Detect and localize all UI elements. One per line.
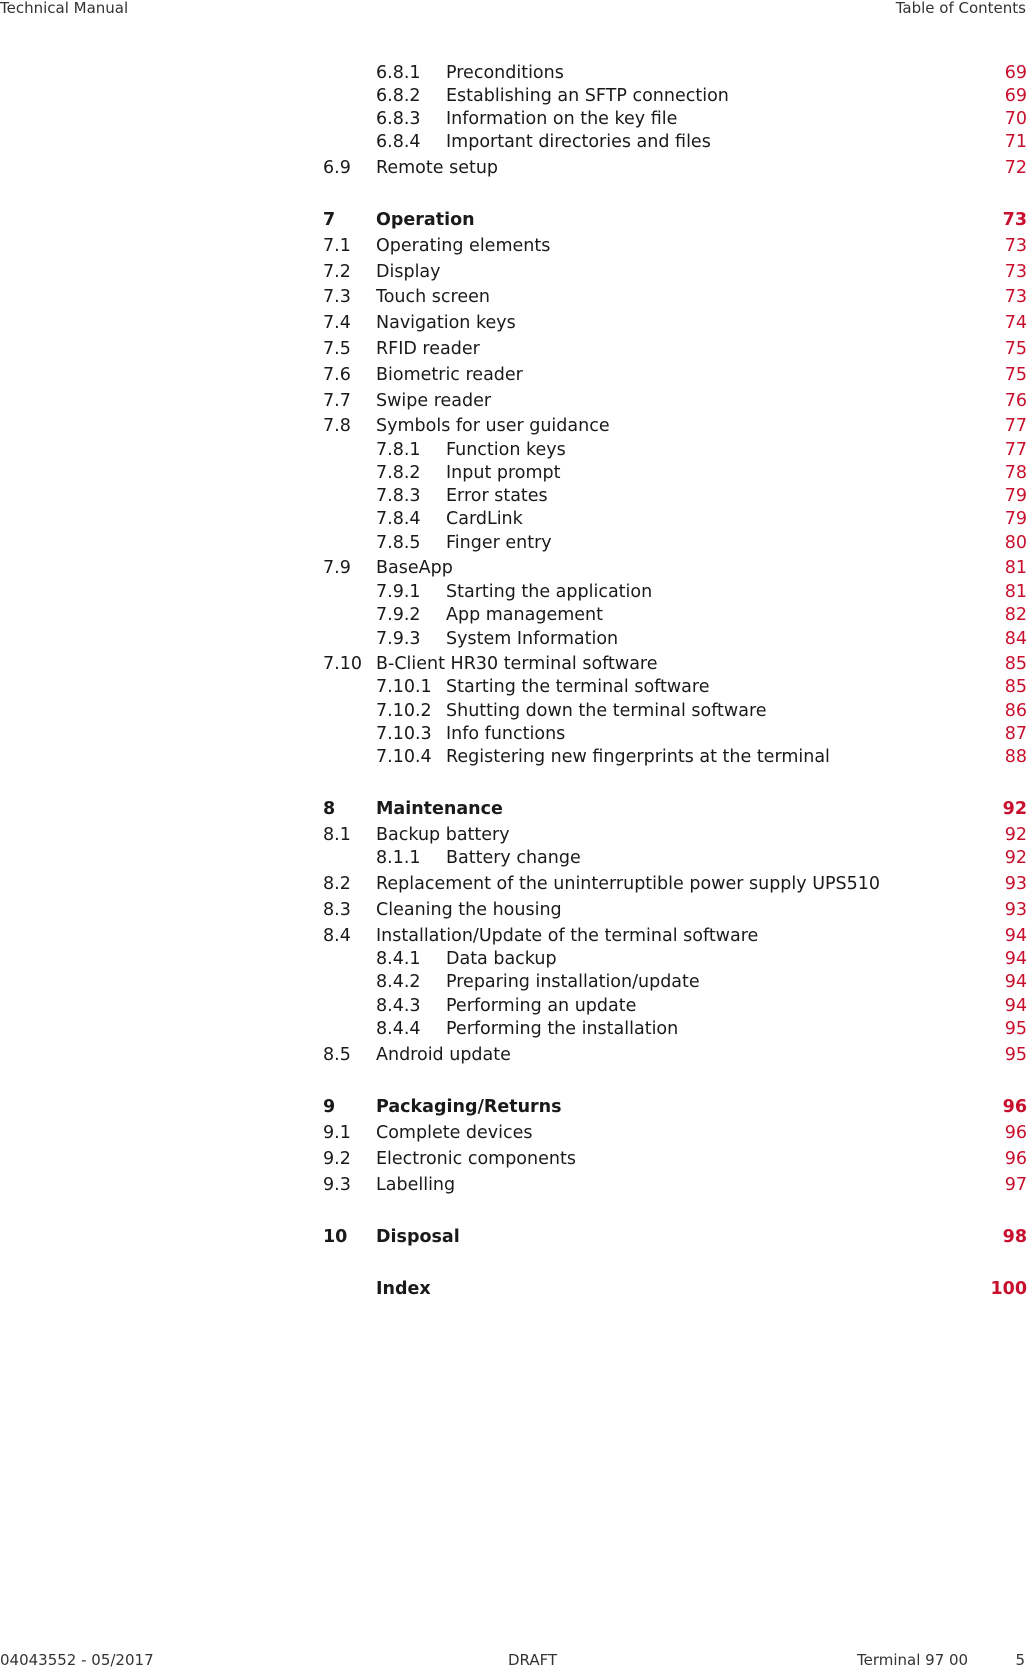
toc-entry-number: 6.8.2 xyxy=(376,86,421,106)
toc-entry-title: Electronic components xyxy=(376,1149,576,1169)
toc-entry[interactable] xyxy=(0,1147,1033,1171)
toc-entry-number: 9 xyxy=(323,1097,336,1117)
toc-entry-number: 7.8.2 xyxy=(376,463,421,483)
toc-entry[interactable] xyxy=(0,699,1033,723)
toc-entry-title: Information on the key file xyxy=(446,109,678,129)
toc-entry-page-number[interactable]: 96 xyxy=(1002,1097,1027,1117)
toc-entry-title: RFID reader xyxy=(376,339,480,359)
toc-entry-page-number[interactable]: 94 xyxy=(1004,972,1027,992)
toc-entry[interactable] xyxy=(0,846,1033,870)
toc-entry[interactable] xyxy=(0,337,1033,361)
toc-entry-page-number[interactable]: 79 xyxy=(1004,486,1027,506)
toc-entry[interactable] xyxy=(0,107,1033,131)
toc-entry-page-number[interactable]: 94 xyxy=(1004,926,1027,946)
toc-entry[interactable] xyxy=(0,898,1033,922)
toc-entry-number: 7.9 xyxy=(323,558,351,578)
toc-entry[interactable] xyxy=(0,823,1033,847)
toc-entry[interactable] xyxy=(0,1043,1033,1067)
toc-entry[interactable] xyxy=(0,156,1033,180)
toc-entry-title: Finger entry xyxy=(446,533,552,553)
toc-entry[interactable] xyxy=(0,627,1033,651)
toc-entry-number: 7.8.4 xyxy=(376,509,421,529)
toc-entry-number: 6.8.3 xyxy=(376,109,421,129)
toc-entry-page-number[interactable]: 73 xyxy=(1004,262,1027,282)
toc-entry-number: 6.8.4 xyxy=(376,132,421,152)
toc-entry-title: Input prompt xyxy=(446,463,561,483)
toc-entry-number: 7.2 xyxy=(323,262,351,282)
toc-entry[interactable] xyxy=(0,234,1033,258)
toc-entry-title: Display xyxy=(376,262,441,282)
toc-entry-title: Preconditions xyxy=(446,63,564,83)
toc-entry-number: 7.5 xyxy=(323,339,351,359)
toc-entry-title: Establishing an SFTP connection xyxy=(446,86,729,106)
toc-entry-number: 6.8.1 xyxy=(376,63,421,83)
toc-entry-number: 8.4.4 xyxy=(376,1019,421,1039)
toc-entry[interactable] xyxy=(0,507,1033,531)
toc-entry-title: Labelling xyxy=(376,1175,456,1195)
toc-entry-page-number[interactable]: 98 xyxy=(1002,1227,1027,1247)
toc-entry[interactable] xyxy=(0,438,1033,462)
toc-entry-page-number[interactable]: 86 xyxy=(1004,701,1027,721)
toc-entry-page-number[interactable]: 73 xyxy=(1004,236,1027,256)
toc-entry-title: Packaging/Returns xyxy=(376,1097,562,1117)
toc-entry-title: B-Client HR30 terminal software xyxy=(376,654,658,674)
footer-status: DRAFT xyxy=(508,1651,558,1669)
toc-entry-page-number[interactable]: 75 xyxy=(1004,365,1027,385)
toc-entry-title: Shutting down the terminal software xyxy=(446,701,767,721)
toc-entry-number: 7.10 xyxy=(323,654,362,674)
toc-entry-title: Info functions xyxy=(446,724,566,744)
toc-entry-page-number[interactable]: 80 xyxy=(1004,533,1027,553)
toc-entry[interactable] xyxy=(0,1017,1033,1041)
toc-entry[interactable] xyxy=(0,260,1033,284)
toc-entry-page-number[interactable]: 75 xyxy=(1004,339,1027,359)
toc-entry-number: 7.8.3 xyxy=(376,486,421,506)
toc-entry[interactable] xyxy=(0,675,1033,699)
toc-entry[interactable] xyxy=(0,84,1033,108)
toc-entry-title: Android update xyxy=(376,1045,511,1065)
toc-entry-number: 8.5 xyxy=(323,1045,351,1065)
toc-entry-page-number[interactable]: 82 xyxy=(1004,605,1027,625)
toc-entry-number: 7.10.3 xyxy=(376,724,432,744)
toc-entry[interactable] xyxy=(0,970,1033,994)
toc-entry-title: Performing the installation xyxy=(446,1019,679,1039)
toc-entry-page-number[interactable]: 93 xyxy=(1004,900,1027,920)
toc-entry-page-number[interactable]: 69 xyxy=(1004,63,1027,83)
footer-page-number: 5 xyxy=(1015,1651,1025,1669)
toc-entry-number: 7.7 xyxy=(323,391,351,411)
toc-entry-number: 9.2 xyxy=(323,1149,351,1169)
toc-entry-title: App management xyxy=(446,605,603,625)
toc-entry[interactable] xyxy=(0,285,1033,309)
toc-entry-page-number[interactable]: 79 xyxy=(1004,509,1027,529)
toc-entry[interactable] xyxy=(0,1173,1033,1197)
toc-entry-page-number[interactable]: 78 xyxy=(1004,463,1027,483)
toc-entry-number: 9.1 xyxy=(323,1123,351,1143)
toc-entry-title: Remote setup xyxy=(376,158,499,178)
toc-entry[interactable] xyxy=(0,722,1033,746)
toc-entry[interactable] xyxy=(0,130,1033,154)
toc-entry[interactable] xyxy=(0,484,1033,508)
toc-entry-number: 8.4 xyxy=(323,926,351,946)
toc-entry[interactable] xyxy=(0,531,1033,555)
toc-entry-page-number[interactable]: 73 xyxy=(1004,287,1027,307)
toc-entry-title: Touch screen xyxy=(376,287,490,307)
toc-entry[interactable] xyxy=(0,745,1033,769)
toc-entry-page-number[interactable]: 94 xyxy=(1004,996,1027,1016)
toc-entry-page-number[interactable]: 77 xyxy=(1004,416,1027,436)
toc-entry[interactable] xyxy=(0,994,1033,1018)
toc-entry-page-number[interactable]: 76 xyxy=(1004,391,1027,411)
toc-entry-page-number[interactable]: 77 xyxy=(1004,440,1027,460)
toc-entry-page-number[interactable]: 94 xyxy=(1004,949,1027,969)
toc-entry-page-number[interactable]: 97 xyxy=(1004,1175,1027,1195)
toc-entry-page-number[interactable]: 74 xyxy=(1004,313,1027,333)
toc-entry[interactable] xyxy=(0,947,1033,971)
toc-entry-page-number[interactable]: 85 xyxy=(1004,654,1027,674)
toc-entry[interactable] xyxy=(0,603,1033,627)
toc-entry-number: 8.4.2 xyxy=(376,972,421,992)
toc-entry-page-number[interactable]: 69 xyxy=(1004,86,1027,106)
toc-entry[interactable] xyxy=(0,61,1033,85)
toc-entry[interactable] xyxy=(0,389,1033,413)
toc-entry-number: 7.10.4 xyxy=(376,747,432,767)
toc-entry-title: Error states xyxy=(446,486,548,506)
toc-entry-title: Maintenance xyxy=(376,799,503,819)
toc-entry-page-number[interactable]: 81 xyxy=(1004,582,1027,602)
toc-entry-title: Data backup xyxy=(446,949,557,969)
toc-entry[interactable] xyxy=(0,461,1033,485)
toc-entry-page-number[interactable]: 96 xyxy=(1004,1123,1027,1143)
toc-entry-number: 7.8.5 xyxy=(376,533,421,553)
toc-entry-number: 10 xyxy=(323,1227,348,1247)
toc-entry-number: 8.4.1 xyxy=(376,949,421,969)
toc-entry-page-number[interactable]: 88 xyxy=(1004,747,1027,767)
toc-entry-page-number[interactable]: 72 xyxy=(1004,158,1027,178)
toc-entry-page-number[interactable]: 93 xyxy=(1004,874,1027,894)
toc-entry-number: 7.4 xyxy=(323,313,351,333)
toc-entry-number: 7.3 xyxy=(323,287,351,307)
toc-entry-number: 6.9 xyxy=(323,158,351,178)
toc-entry-title: Performing an update xyxy=(446,996,637,1016)
toc-entry-page-number[interactable]: 87 xyxy=(1004,724,1027,744)
toc-entry[interactable] xyxy=(0,556,1033,580)
toc-entry[interactable] xyxy=(0,1095,1033,1119)
toc-entry[interactable] xyxy=(0,924,1033,948)
toc-entry-number: 8.3 xyxy=(323,900,351,920)
toc-entry-page-number[interactable]: 95 xyxy=(1004,1045,1027,1065)
toc-entry-number: 7.10.2 xyxy=(376,701,432,721)
toc-entry-number: 8.2 xyxy=(323,874,351,894)
toc-entry-title: Navigation keys xyxy=(376,313,516,333)
toc-entry-title: Operating elements xyxy=(376,236,551,256)
toc-entry-title: Complete devices xyxy=(376,1123,533,1143)
running-head-right: Table of Contents xyxy=(895,0,1026,17)
toc-entry-page-number[interactable]: 95 xyxy=(1004,1019,1027,1039)
toc-entry-number: 7.9.1 xyxy=(376,582,421,602)
toc-entry-number: 9.3 xyxy=(323,1175,351,1195)
toc-entry-page-number[interactable]: 100 xyxy=(990,1279,1027,1299)
toc-entry-title: Starting the terminal software xyxy=(446,677,710,697)
toc-entry-page-number[interactable]: 70 xyxy=(1004,109,1027,129)
toc-entry-title: Symbols for user guidance xyxy=(376,416,610,436)
toc-entry[interactable] xyxy=(0,414,1033,438)
toc-entry-title: Preparing installation/update xyxy=(446,972,700,992)
toc-entry[interactable] xyxy=(0,1225,1033,1249)
toc-entry-page-number[interactable]: 96 xyxy=(1004,1149,1027,1169)
toc-entry-title: Backup battery xyxy=(376,825,510,845)
toc-entry-title: Battery change xyxy=(446,848,581,868)
toc-entry-number: 7.8 xyxy=(323,416,351,436)
toc-entry-title: Operation xyxy=(376,210,475,230)
toc-entry-page-number[interactable]: 84 xyxy=(1004,629,1027,649)
toc-entry-title: Important directories and files xyxy=(446,132,711,152)
toc-entry[interactable] xyxy=(0,1121,1033,1145)
toc-entry-title: Installation/Update of the terminal software xyxy=(376,926,759,946)
toc-entry[interactable] xyxy=(0,311,1033,335)
toc-entry-number: 8.1.1 xyxy=(376,848,421,868)
toc-entry-title: BaseApp xyxy=(376,558,453,578)
toc-entry-title: Cleaning the housing xyxy=(376,900,562,920)
toc-entry-title: Index xyxy=(376,1279,431,1299)
toc-entry-page-number[interactable]: 71 xyxy=(1004,132,1027,152)
toc-entry-number: 7 xyxy=(323,210,336,230)
toc-entry-number: 7.9.3 xyxy=(376,629,421,649)
toc-entry-title: Disposal xyxy=(376,1227,460,1247)
toc-entry-number: 8 xyxy=(323,799,336,819)
toc-entry[interactable] xyxy=(0,208,1033,232)
footer-doc-number: 04043552 - 05/2017 xyxy=(0,1651,154,1669)
toc-entry-title: Registering new fingerprints at the terminal xyxy=(446,747,830,767)
toc-entry[interactable] xyxy=(0,652,1033,676)
toc-entry-page-number[interactable]: 92 xyxy=(1002,799,1027,819)
toc-entry[interactable] xyxy=(0,580,1033,604)
toc-entry[interactable] xyxy=(0,1277,1033,1301)
toc-entry-title: Replacement of the uninterruptible power supply UPS510 xyxy=(376,874,881,894)
running-head-left: Technical Manual xyxy=(0,0,129,17)
toc-entry-page-number[interactable]: 92 xyxy=(1004,825,1027,845)
toc-entry-title: Swipe reader xyxy=(376,391,492,411)
toc-entry-page-number[interactable]: 81 xyxy=(1004,558,1027,578)
toc-entry-page-number[interactable]: 73 xyxy=(1002,210,1027,230)
footer-product: Terminal 97 00 xyxy=(857,1651,969,1669)
toc-entry-number: 7.8.1 xyxy=(376,440,421,460)
toc-entry-number: 7.1 xyxy=(323,236,351,256)
toc-entry-title: Biometric reader xyxy=(376,365,523,385)
toc-entry-title: Function keys xyxy=(446,440,566,460)
toc-entry-title: CardLink xyxy=(446,509,523,529)
toc-entry-title: System Information xyxy=(446,629,619,649)
toc-entry-title: Starting the application xyxy=(446,582,653,602)
toc-entry[interactable] xyxy=(0,797,1033,821)
toc-entry-page-number[interactable]: 92 xyxy=(1004,848,1027,868)
toc-entry-number: 7.9.2 xyxy=(376,605,421,625)
toc-entry[interactable] xyxy=(0,363,1033,387)
toc-entry-number: 8.4.3 xyxy=(376,996,421,1016)
toc-entry-number: 8.1 xyxy=(323,825,351,845)
toc-entry-number: 7.10.1 xyxy=(376,677,432,697)
toc-entry-number: 7.6 xyxy=(323,365,351,385)
toc-entry[interactable] xyxy=(0,872,1033,896)
toc-entry-page-number[interactable]: 85 xyxy=(1004,677,1027,697)
